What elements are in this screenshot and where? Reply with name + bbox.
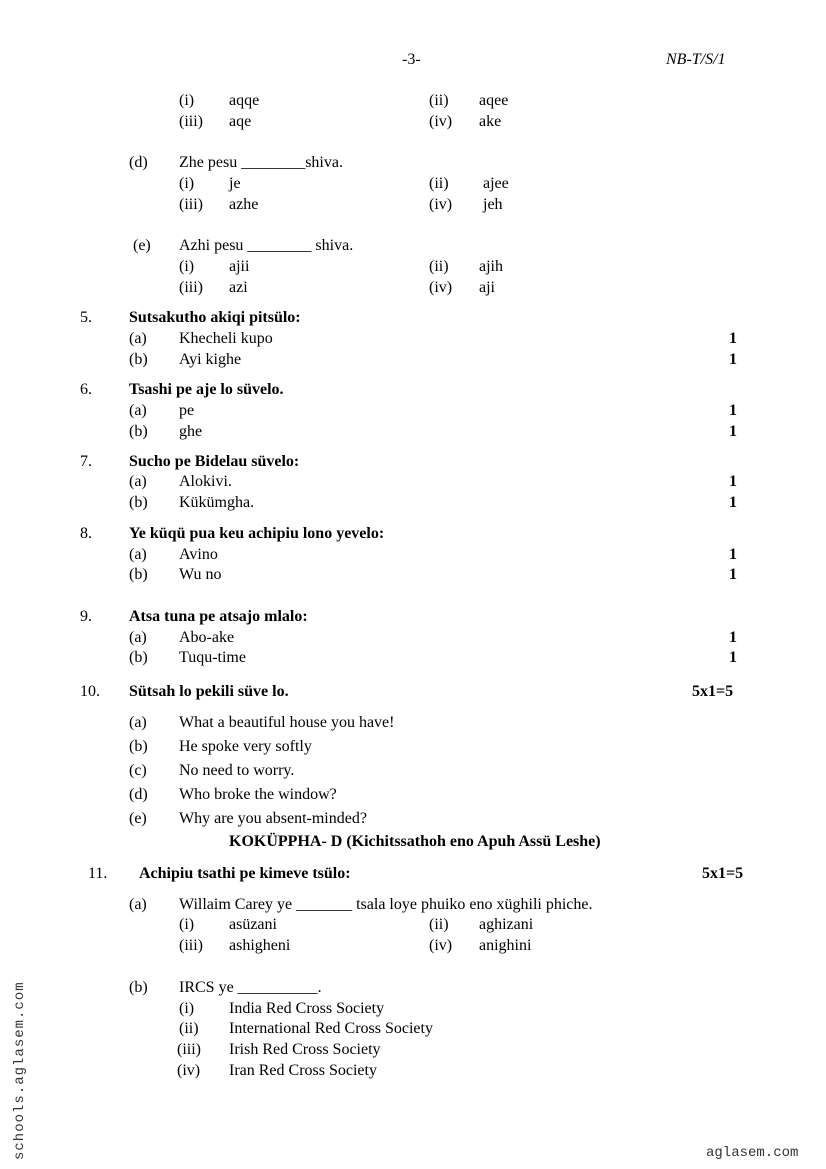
question-title: Tsashi pe aje lo süvelo. bbox=[129, 381, 284, 398]
subquestion-label: (e) bbox=[133, 237, 151, 254]
item-label: (b) bbox=[129, 566, 148, 583]
item-mark: 1 bbox=[729, 546, 737, 563]
option-text: India Red Cross Society bbox=[229, 1000, 385, 1017]
option-text: ajih bbox=[479, 258, 503, 275]
option-text: jeh bbox=[483, 196, 503, 213]
item-text: No need to worry. bbox=[179, 762, 295, 779]
option-num: (iv) bbox=[429, 113, 453, 130]
item-mark: 1 bbox=[729, 423, 737, 440]
option-num: (iv) bbox=[177, 1062, 201, 1079]
option-text: anighini bbox=[479, 937, 532, 954]
option-num: (ii) bbox=[429, 92, 449, 109]
option-num: (ii) bbox=[429, 175, 449, 192]
option-text: azhe bbox=[229, 196, 259, 213]
question-number: 6. bbox=[80, 381, 92, 398]
subquestion-label: (a) bbox=[129, 896, 147, 913]
item-text: Why are you absent-minded? bbox=[179, 810, 367, 827]
subquestion-text: Willaim Carey ye _______ tsala loye phuiko eno xüghili phiche. bbox=[179, 896, 593, 913]
footer-watermark: aglasem.com bbox=[706, 1145, 799, 1161]
item-mark: 1 bbox=[729, 473, 737, 490]
item-label: (b) bbox=[129, 649, 148, 666]
option-num: (iii) bbox=[179, 196, 203, 213]
item-mark: 1 bbox=[729, 566, 737, 583]
option-text: Iran Red Cross Society bbox=[229, 1062, 377, 1079]
subquestion-label: (d) bbox=[129, 154, 148, 171]
option-num: (ii) bbox=[429, 258, 449, 275]
option-num: (i) bbox=[179, 258, 195, 275]
item-label: (a) bbox=[129, 473, 147, 490]
item-label: (e) bbox=[129, 810, 147, 827]
question-number: 9. bbox=[80, 608, 92, 625]
option-num: (iv) bbox=[429, 279, 453, 296]
question-title: Achipiu tsathi pe kimeve tsülo: bbox=[139, 865, 351, 882]
question-title: Sucho pe Bidelau süvelo: bbox=[129, 453, 300, 470]
question-number: 5. bbox=[80, 309, 92, 326]
item-label: (a) bbox=[129, 330, 147, 347]
item-label: (a) bbox=[129, 402, 147, 419]
option-num: (i) bbox=[179, 175, 195, 192]
item-text: ghe bbox=[179, 423, 203, 440]
question-number: 10. bbox=[80, 683, 100, 700]
item-label: (b) bbox=[129, 494, 148, 511]
question-marks: 5x1=5 bbox=[702, 865, 744, 882]
page-number: -3- bbox=[402, 51, 421, 68]
option-num: (iii) bbox=[179, 937, 203, 954]
option-num: (iv) bbox=[429, 196, 453, 213]
item-label: (b) bbox=[129, 423, 148, 440]
option-text: azi bbox=[229, 279, 248, 296]
item-text: Ayi kighe bbox=[179, 351, 242, 368]
item-text: Alokivi. bbox=[179, 473, 232, 490]
item-label: (b) bbox=[129, 351, 148, 368]
option-text: ajee bbox=[483, 175, 509, 192]
item-label: (a) bbox=[129, 546, 147, 563]
option-num: (iv) bbox=[429, 937, 453, 954]
question-title: Sutsakutho akiqi pitsülo: bbox=[129, 309, 301, 326]
option-num: (i) bbox=[179, 1000, 195, 1017]
item-text: What a beautiful house you have! bbox=[179, 714, 395, 731]
side-watermark: schools.aglasem.com bbox=[12, 981, 28, 1160]
option-text: aqqe bbox=[229, 92, 260, 109]
item-mark: 1 bbox=[729, 494, 737, 511]
option-text: ajii bbox=[229, 258, 250, 275]
option-text: aqe bbox=[229, 113, 252, 130]
subquestion-text: Zhe pesu ________shiva. bbox=[179, 154, 343, 171]
option-text: aghizani bbox=[479, 916, 534, 933]
option-num: (iii) bbox=[179, 279, 203, 296]
option-num: (iii) bbox=[177, 1041, 201, 1058]
item-text: Kükümgha. bbox=[179, 494, 255, 511]
item-text: pe bbox=[179, 402, 195, 419]
item-mark: 1 bbox=[729, 629, 737, 646]
subquestion-text: Azhi pesu ________ shiva. bbox=[179, 237, 354, 254]
option-num: (i) bbox=[179, 916, 195, 933]
item-label: (a) bbox=[129, 714, 147, 731]
item-text: Khecheli kupo bbox=[179, 330, 273, 347]
item-label: (b) bbox=[129, 738, 148, 755]
item-text: Avino bbox=[179, 546, 218, 563]
question-title: Sütsah lo pekili süve lo. bbox=[129, 683, 289, 700]
question-marks: 5x1=5 bbox=[692, 683, 734, 700]
question-title: Ye küqü pua keu achipiu lono yevelo: bbox=[129, 525, 385, 542]
question-title: Atsa tuna pe atsajo mlalo: bbox=[129, 608, 308, 625]
option-text: aqee bbox=[479, 92, 509, 109]
question-number: 11. bbox=[88, 865, 108, 882]
option-text: International Red Cross Society bbox=[229, 1020, 433, 1037]
item-label: (a) bbox=[129, 629, 147, 646]
section-heading: KOKÜPPHA- D (Kichitssathoh eno Apuh Assü Leshe) bbox=[229, 833, 601, 850]
subquestion-label: (b) bbox=[129, 979, 148, 996]
option-text: asüzani bbox=[229, 916, 277, 933]
question-number: 8. bbox=[80, 525, 92, 542]
item-text: He spoke very softly bbox=[179, 738, 312, 755]
item-text: Abo-ake bbox=[179, 629, 235, 646]
option-num: (i) bbox=[179, 92, 195, 109]
item-label: (d) bbox=[129, 786, 148, 803]
question-number: 7. bbox=[80, 453, 92, 470]
item-mark: 1 bbox=[729, 402, 737, 419]
subquestion-text: IRCS ye __________. bbox=[179, 979, 322, 996]
item-label: (c) bbox=[129, 762, 147, 779]
item-mark: 1 bbox=[729, 351, 737, 368]
option-num: (iii) bbox=[179, 113, 203, 130]
item-mark: 1 bbox=[729, 649, 737, 666]
option-num: (ii) bbox=[429, 916, 449, 933]
option-text: ake bbox=[479, 113, 502, 130]
option-text: aji bbox=[479, 279, 495, 296]
option-num: (ii) bbox=[179, 1020, 199, 1037]
option-text: Irish Red Cross Society bbox=[229, 1041, 381, 1058]
option-text: ashigheni bbox=[229, 937, 291, 954]
option-text: je bbox=[229, 175, 241, 192]
item-text: Tuqu-time bbox=[179, 649, 246, 666]
paper-code: NB-T/S/1 bbox=[666, 51, 726, 68]
item-text: Wu no bbox=[179, 566, 222, 583]
item-text: Who broke the window? bbox=[179, 786, 337, 803]
item-mark: 1 bbox=[729, 330, 737, 347]
